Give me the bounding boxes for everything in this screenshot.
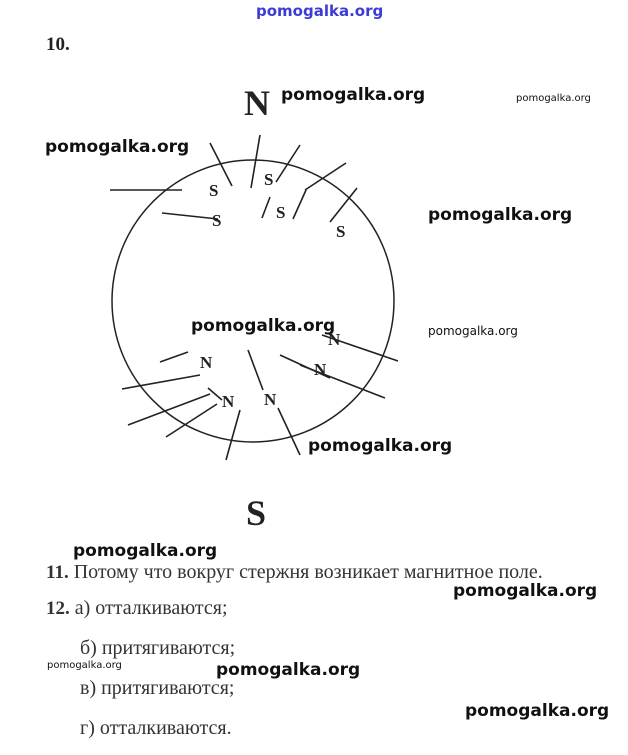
s-label: S [336, 222, 346, 241]
watermark: pomogalka.org [428, 205, 573, 225]
n-label: N [328, 330, 341, 349]
n-label: N [314, 360, 327, 379]
n-label: N [264, 390, 277, 409]
field-lines [110, 135, 398, 460]
task-12-b: б) притягиваются; [80, 637, 236, 659]
s-label: S [276, 203, 286, 222]
watermark: pomogalka.org [216, 660, 361, 680]
task-12-a-text: а) отталкиваются; [74, 597, 228, 619]
n-label: N [222, 392, 235, 411]
task-12-g: г) отталкиваются. [80, 717, 232, 739]
s-label: S [212, 211, 222, 230]
watermark: pomogalka.org [453, 581, 598, 601]
task-12-number: 12. [46, 598, 70, 619]
watermark: pomogalka.org [47, 660, 122, 671]
watermark: pomogalka.org [191, 316, 336, 336]
filings-circle [112, 160, 394, 442]
task-11-text: Потому что вокруг стержня возникает магнитное поле. [73, 561, 543, 583]
task-10-number: 10. [46, 34, 70, 55]
s-label: S [264, 170, 274, 189]
task-12-a [46, 597, 228, 620]
watermark-top: pomogalka.org [256, 2, 384, 20]
s-label: S [209, 181, 219, 200]
watermark: pomogalka.org [308, 436, 453, 456]
watermark: pomogalka.org [428, 324, 518, 338]
south-pole-label: S [246, 493, 267, 533]
n-label: N [200, 353, 213, 372]
north-pole-label: N [244, 83, 270, 123]
watermark: pomogalka.org [281, 85, 426, 105]
task-12-v: в) притягиваются; [80, 677, 235, 699]
watermark: pomogalka.org [516, 93, 591, 104]
task-11-number: 11. [46, 562, 69, 583]
watermark: pomogalka.org [45, 137, 190, 157]
watermark: pomogalka.org [465, 701, 610, 721]
watermark: pomogalka.org [73, 541, 218, 561]
